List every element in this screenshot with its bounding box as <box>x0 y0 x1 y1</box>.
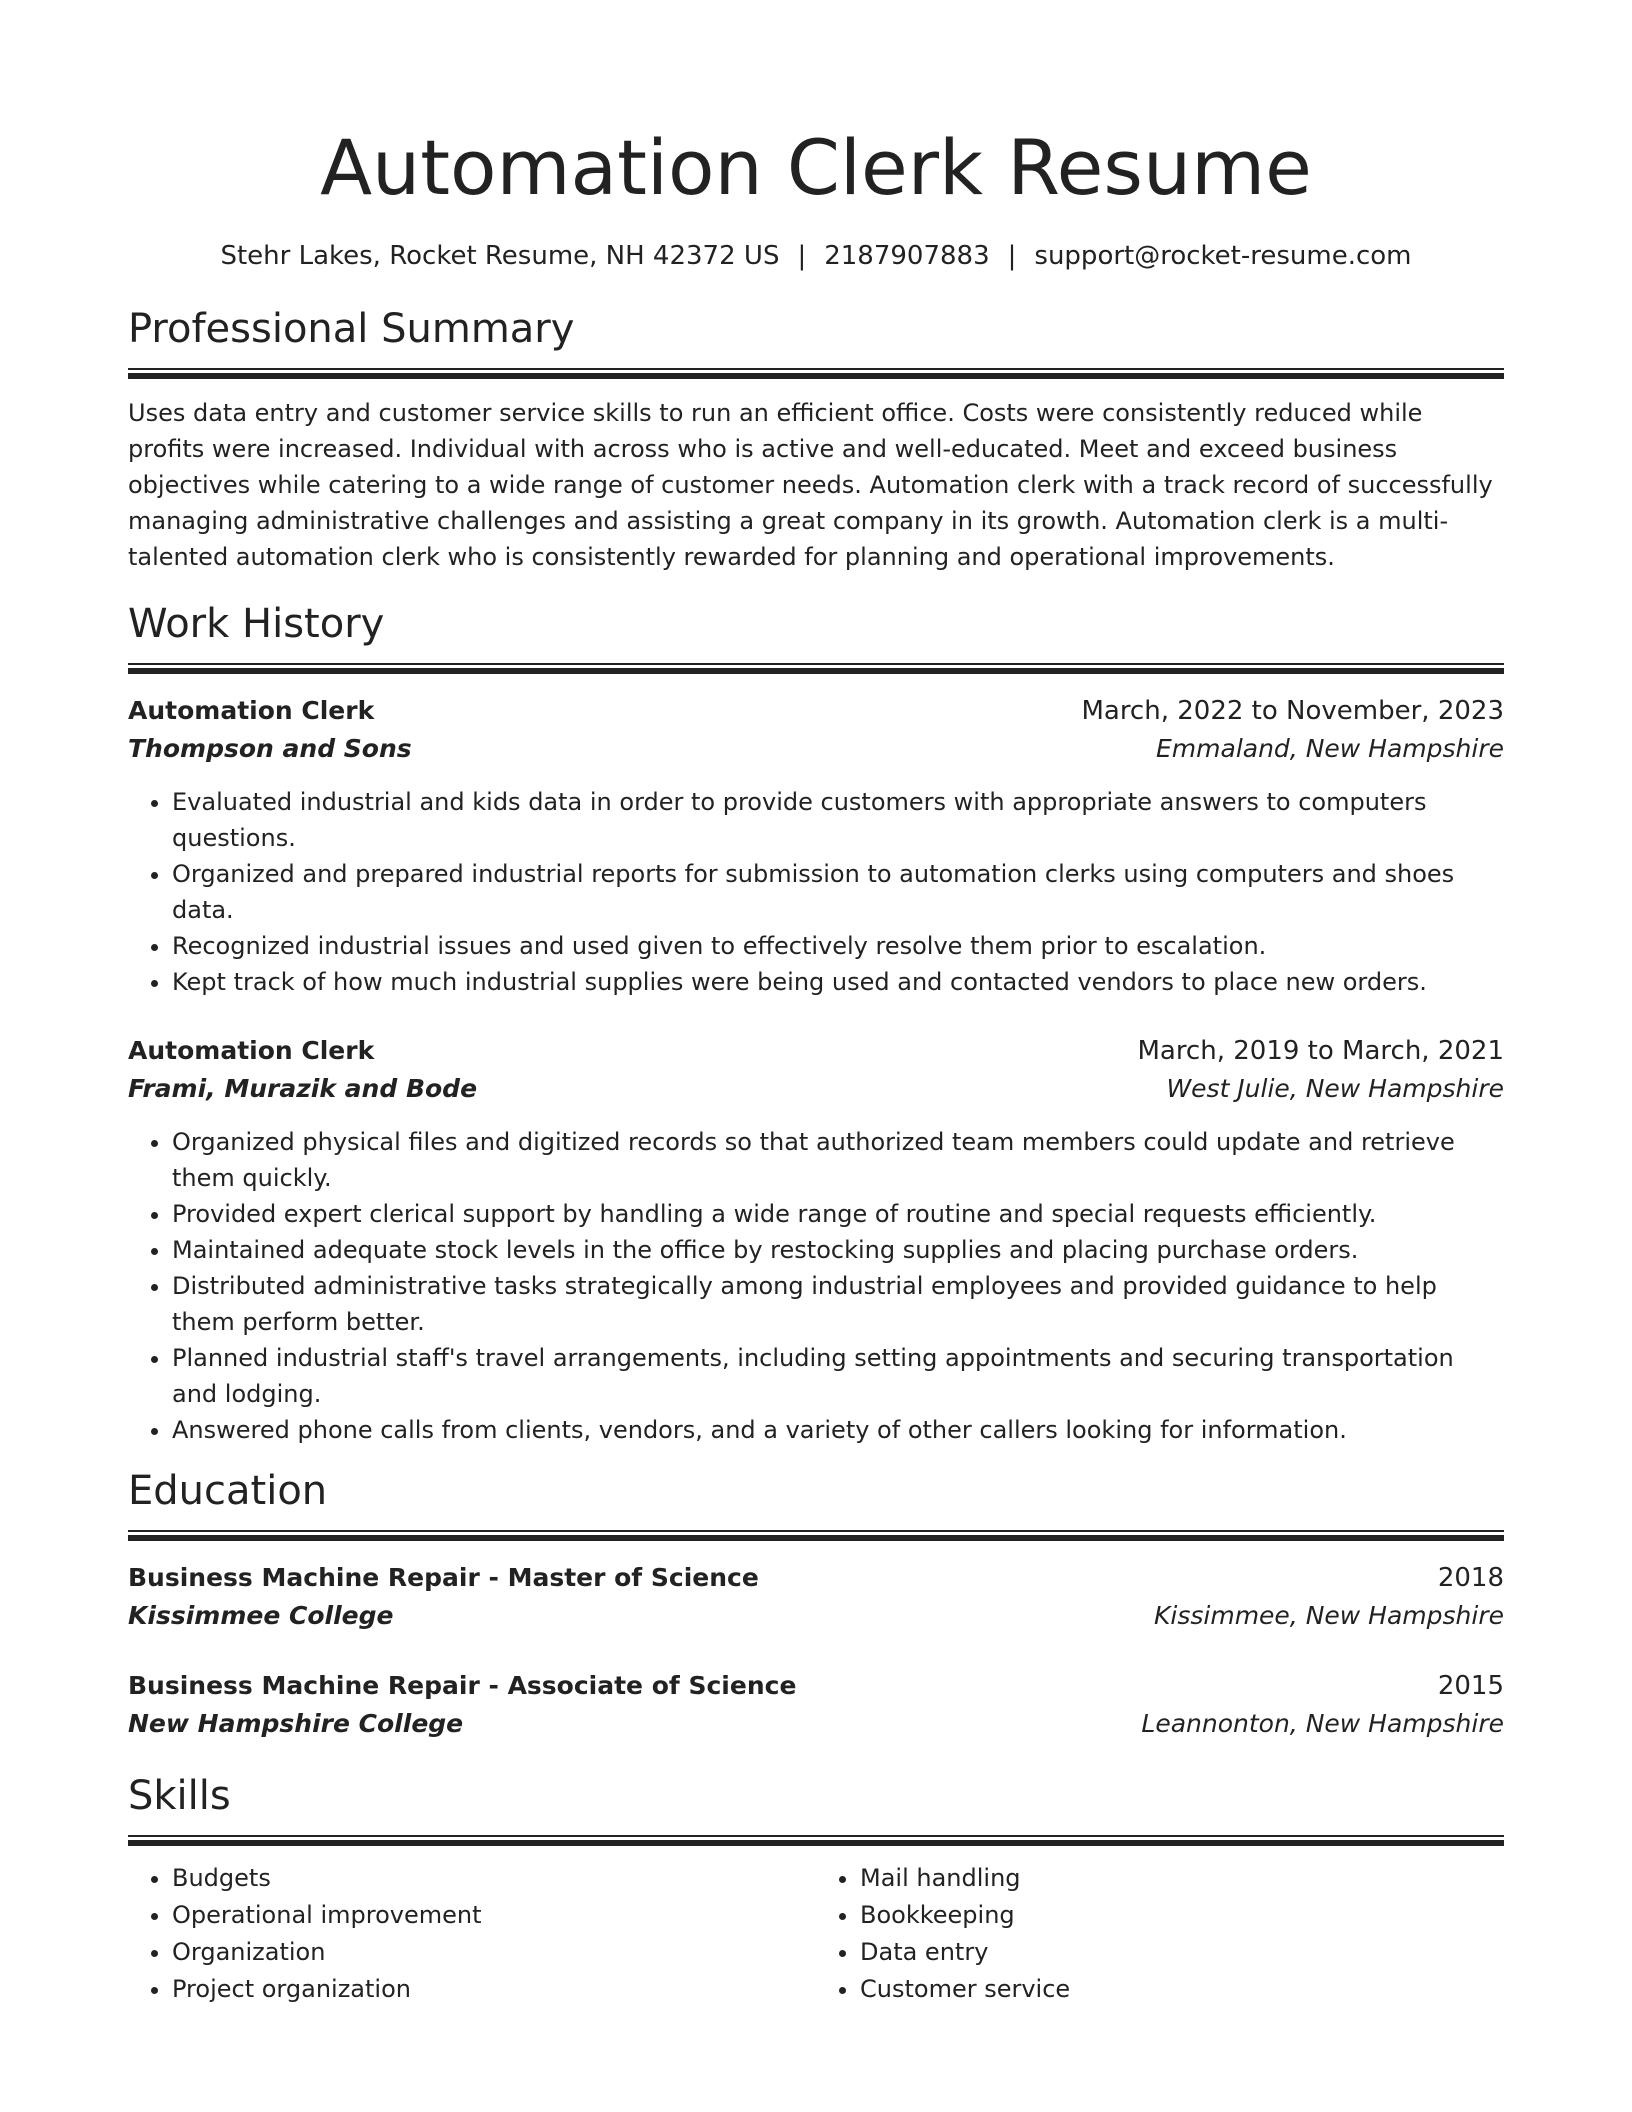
list-item: • Planned industrial staff's travel arrangements, including setting appointments and securing transportation and lodging. <box>172 1340 1504 1412</box>
education-section <box>128 1466 1504 1743</box>
section-divider <box>128 1530 1504 1541</box>
job-company: Frami, Murazik and Bode <box>128 1074 478 1103</box>
job-entry <box>128 692 1504 1000</box>
degree: Business Machine Repair - Associate of Science <box>128 1671 797 1700</box>
contact-line <box>128 238 1504 274</box>
skill-item: • Data entry <box>860 1934 1504 1971</box>
job-title: Automation Clerk <box>128 1036 375 1065</box>
contact-address: Stehr Lakes, Rocket Resume, NH 42372 US <box>220 241 780 271</box>
work-section <box>128 599 1504 1448</box>
section-heading: Skills <box>128 1773 231 1819</box>
section-heading: Professional Summary <box>128 306 575 352</box>
list-item: • Kept track of how much industrial supplies were being used and contacted vendors to place new orders. <box>172 964 1504 1000</box>
resume-title: Automation Clerk Resume <box>320 123 1312 212</box>
skills-column-left <box>128 1860 816 2008</box>
contact-phone: 2187907883 <box>824 241 990 271</box>
job-bullets <box>128 1124 1504 1448</box>
section-divider <box>128 663 1504 674</box>
skills-grid <box>128 1860 1504 2008</box>
skill-item: • Operational improvement <box>172 1897 816 1934</box>
job-bullets <box>128 784 1504 1000</box>
job-title: Automation Clerk <box>128 696 375 725</box>
school-location: Kissimmee, New Hampshire <box>1154 1601 1504 1630</box>
section-heading: Education <box>128 1468 328 1514</box>
list-item: • Evaluated industrial and kids data in order to provide customers with appropriate answers to computers questions. <box>172 784 1504 856</box>
school: New Hampshire College <box>128 1709 464 1738</box>
education-entry <box>128 1559 1504 1635</box>
summary-section <box>128 304 1504 575</box>
list-item: • Provided expert clerical support by handling a wide range of routine and special requests efficiently. <box>172 1196 1504 1232</box>
list-item: • Answered phone calls from clients, vendors, and a variety of other callers looking for information. <box>172 1412 1504 1448</box>
job-dates: March, 2019 to March, 2021 <box>1137 1036 1504 1066</box>
section-divider <box>128 368 1504 379</box>
skills-section <box>128 1771 1504 2008</box>
school: Kissimmee College <box>128 1601 394 1630</box>
list-item: • Maintained adequate stock levels in the office by restocking supplies and placing purchase orders. <box>172 1232 1504 1268</box>
degree: Business Machine Repair - Master of Science <box>128 1563 759 1592</box>
section-divider <box>128 1835 1504 1846</box>
skill-item: • Bookkeeping <box>860 1897 1504 1934</box>
list-item: • Organized and prepared industrial reports for submission to automation clerks using computers and shoes data. <box>172 856 1504 928</box>
education-entry <box>128 1667 1504 1743</box>
section-heading: Work History <box>128 601 385 647</box>
skill-item: • Customer service <box>860 1971 1504 2008</box>
list-item: • Organized physical files and digitized records so that authorized team members could update and retrieve them quickly. <box>172 1124 1504 1196</box>
contact-separator: | <box>1007 241 1017 271</box>
graduation-year: 2018 <box>1437 1563 1504 1593</box>
job-dates: March, 2022 to November, 2023 <box>1081 696 1504 726</box>
job-location: Emmaland, New Hampshire <box>1156 734 1504 763</box>
skill-item: • Mail handling <box>860 1860 1504 1897</box>
graduation-year: 2015 <box>1437 1671 1504 1701</box>
school-location: Leannonton, New Hampshire <box>1141 1709 1504 1738</box>
job-entry <box>128 1032 1504 1448</box>
skill-item: • Project organization <box>172 1971 816 2008</box>
list-item: • Recognized industrial issues and used given to effectively resolve them prior to escalation. <box>172 928 1504 964</box>
skill-item: • Budgets <box>172 1860 816 1897</box>
summary-text: Uses data entry and customer service skills to run an efficient office. Costs were consistently reduced while profits were increased. Individual with across who is active and well-educated. Meet and exceed business objectives while catering to a wide range of customer needs. Automation clerk with a track record of successfully managing administrative challenges and assisting a great company in its growth. Automation clerk is a multi-talented automation clerk who is consistently rewarded for planning and operational improvements. <box>128 399 1493 571</box>
job-company: Thompson and Sons <box>128 734 412 763</box>
skills-column-right <box>816 1860 1504 2008</box>
contact-email[interactable]: support@rocket-resume.com <box>1034 241 1412 271</box>
job-location: West Julie, New Hampshire <box>1166 1074 1504 1103</box>
list-item: • Distributed administrative tasks strategically among industrial employees and provided guidance to help them perform better. <box>172 1268 1504 1340</box>
skill-item: • Organization <box>172 1934 816 1971</box>
contact-separator: | <box>797 241 807 271</box>
